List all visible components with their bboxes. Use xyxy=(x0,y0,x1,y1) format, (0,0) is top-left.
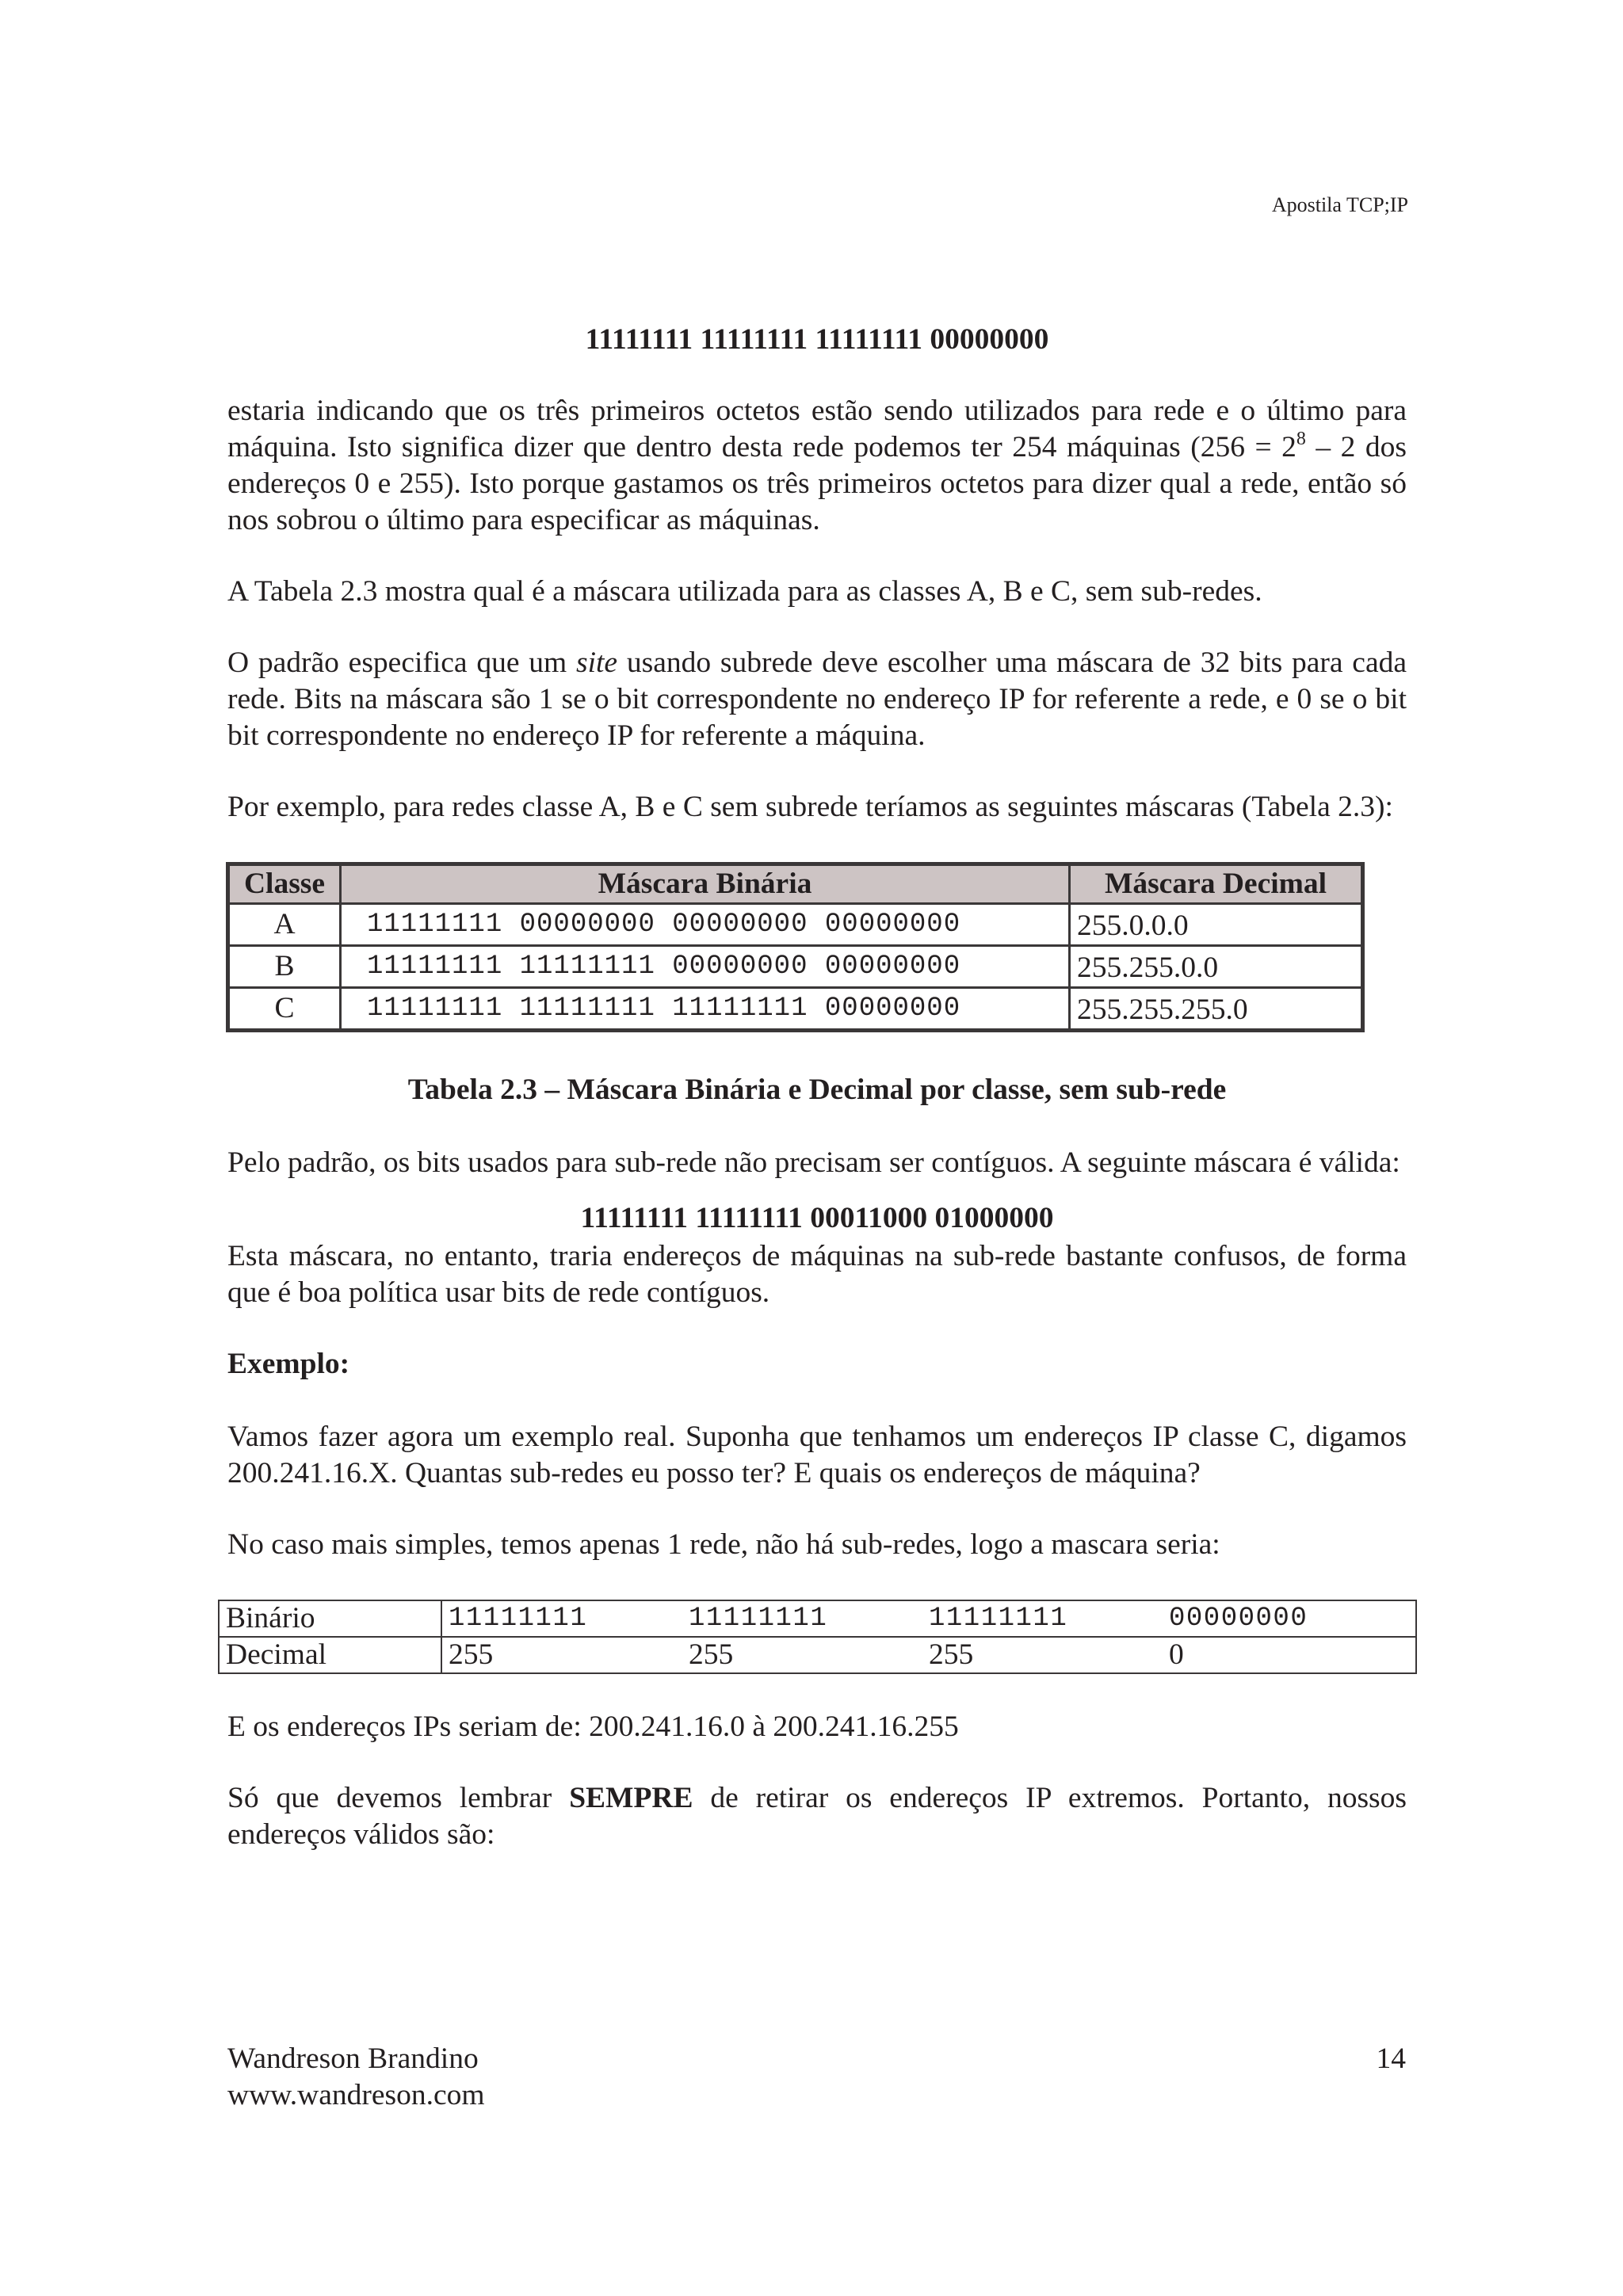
table-row xyxy=(219,1637,1416,1673)
example-heading: Exemplo: xyxy=(227,1348,350,1380)
mask-example-2: 11111111 11111111 00011000 01000000 xyxy=(580,1202,1054,1234)
row-label-decimal: Decimal xyxy=(219,1637,441,1673)
header-classe: Classe xyxy=(228,864,341,904)
cell-class: C xyxy=(228,988,341,1031)
octet-cell: 255 xyxy=(449,1638,494,1671)
octet-cell: 255 xyxy=(689,1638,734,1671)
italic-site: site xyxy=(576,646,618,679)
octet-cell: 11111111 xyxy=(449,1604,588,1634)
superscript-exponent: 8 xyxy=(1296,428,1306,449)
cell-decimal-mask: 255.0.0.0 xyxy=(1070,904,1363,946)
header-mascara-decimal: Máscara Decimal xyxy=(1070,864,1363,904)
octet-cell: 00000000 xyxy=(1169,1604,1308,1634)
footer-website: www.wandreson.com xyxy=(227,2079,485,2111)
paragraph-3: O padrão especifica que um site usando subrede deve escolher uma máscara de 32 bits para cada rede. Bits na máscara são 1 se o bit correspondente no endereço IP for referente a rede, e 0 se o bit bit correspondente no endereço IP for referente a máquina. xyxy=(227,646,1407,752)
cell-binary-mask: 11111111 11111111 11111111 00000000 xyxy=(341,988,1070,1031)
paragraph-8: No caso mais simples, temos apenas 1 rede, não há sub-redes, logo a mascara seria: xyxy=(227,1528,1220,1561)
octet-cell: 11111111 xyxy=(689,1604,828,1634)
table-header-row xyxy=(228,864,1363,904)
table-row xyxy=(228,988,1363,1031)
paragraph-1: estaria indicando que os três primeiros octetos estão sendo utilizados para rede e o último para máquina. Isto significa dizer que dentro desta rede podemos ter 254 máquinas ($256 = 2^8 - 2$ dos endereços 0 e 255). Isto porque gastamos os três primeiros octetos para dizer qual a rede, então só nos sobrou o último para especificar as máquinas. xyxy=(227,395,1407,536)
paragraph-10: Só que devemos lembrar SEMPRE de retirar os endereços IP extremos. Portanto, nossos endereços válidos são: xyxy=(227,1782,1407,1851)
cell-decimal-mask: 255.255.255.0 xyxy=(1070,988,1363,1031)
cell-binary-mask: 11111111 11111111 00000000 00000000 xyxy=(341,946,1070,988)
page-content xyxy=(227,317,1407,1853)
table-caption: Tabela 2.3 – Máscara Binária e Decimal por classe, sem sub-rede xyxy=(407,1074,1227,1106)
table-row xyxy=(228,946,1363,988)
cell-class: A xyxy=(228,904,341,946)
paragraph-5: Pelo padrão, os bits usados para sub-rede não precisam ser contíguos. A seguinte máscara é válida: xyxy=(227,1146,1400,1179)
cell-binary-mask: 11111111 00000000 00000000 00000000 xyxy=(341,904,1070,946)
cell-class: B xyxy=(228,946,341,988)
cell-decimal-octets xyxy=(441,1637,1416,1673)
header-mascara-binaria: Máscara Binária xyxy=(341,864,1070,904)
paragraph-7: Vamos fazer agora um exemplo real. Suponha que tenhamos um endereços IP classe C, digamos 200.241.16.X. Quantas sub-redes eu posso ter? E quais os endereços de máquina? xyxy=(227,1421,1407,1489)
cell-binary-octets xyxy=(441,1600,1416,1637)
paragraph-2: A Tabela 2.3 mostra qual é a máscara utilizada para as classes A, B e C, sem sub-redes. xyxy=(227,575,1262,608)
mask-example-1: 11111111 11111111 11111111 00000000 xyxy=(585,323,1049,356)
page-number: 14 xyxy=(1376,2042,1406,2075)
cell-decimal-mask: 255.255.0.0 xyxy=(1070,946,1363,988)
octet-cell: 255 xyxy=(929,1638,974,1671)
bold-sempre: SEMPRE xyxy=(569,1782,693,1814)
table-row xyxy=(219,1600,1416,1637)
table-row xyxy=(228,904,1363,946)
footer-author-block xyxy=(227,2041,485,2114)
paragraph-4: Por exemplo, para redes classe A, B e C sem subrede teríamos as seguintes máscaras (Tabela 2.3): xyxy=(227,791,1393,823)
table-mask-simple xyxy=(218,1600,1417,1674)
paragraph-9: E os endereços IPs seriam de: 200.241.16.0 à 200.241.16.255 xyxy=(227,1711,959,1743)
octet-cell: 0 xyxy=(1169,1638,1184,1671)
octet-cell: 11111111 xyxy=(929,1604,1068,1634)
table-classes xyxy=(226,862,1365,1032)
footer-author: Wandreson Brandino xyxy=(227,2042,479,2075)
row-label-binary: Binário xyxy=(219,1600,441,1637)
paragraph-6: Esta máscara, no entanto, traria endereços de máquinas na sub-rede bastante confusos, de forma que é boa política usar bits de rede contíguos. xyxy=(227,1240,1407,1309)
running-header: Apostila TCP;IP xyxy=(1271,193,1408,216)
